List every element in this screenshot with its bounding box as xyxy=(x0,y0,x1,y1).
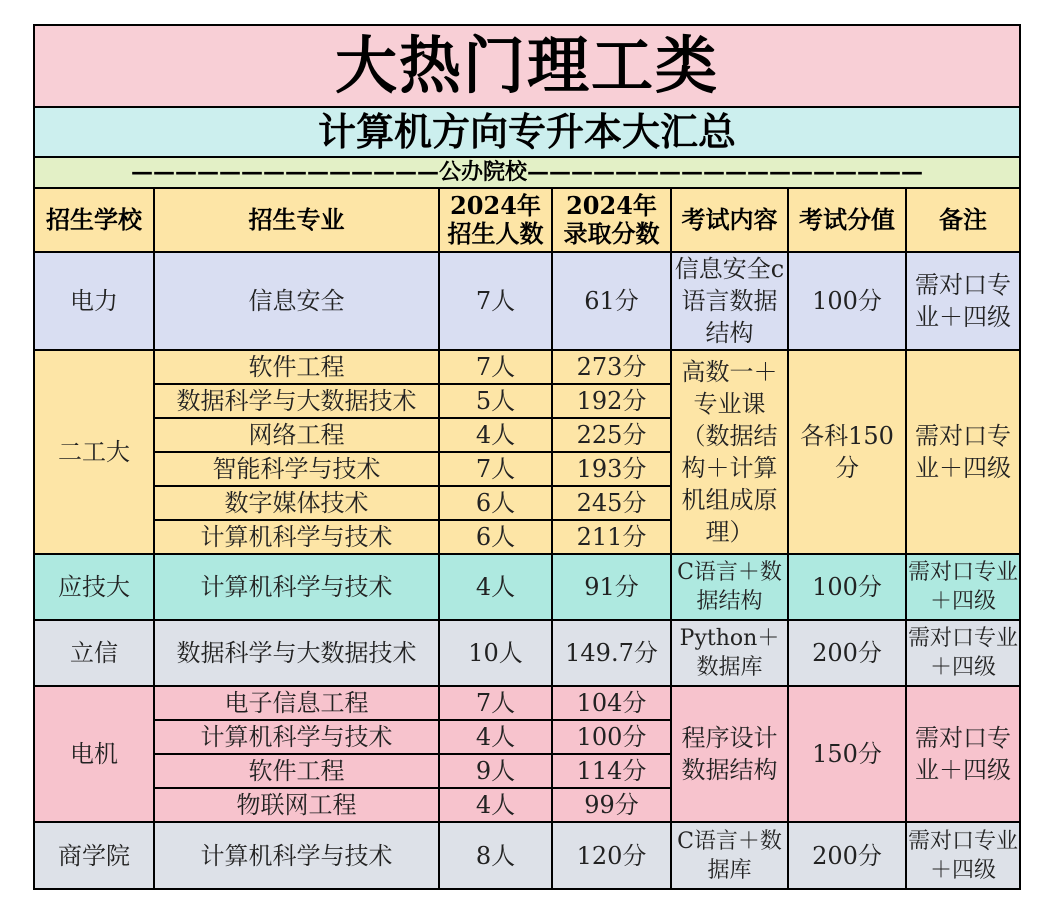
table-row xyxy=(35,350,1019,384)
score-cell: 245分 xyxy=(552,486,671,520)
points-cell: 100分 xyxy=(788,554,906,620)
quota-cell: 8人 xyxy=(439,822,552,888)
score-cell: 193分 xyxy=(552,452,671,486)
score-cell: 149.7分 xyxy=(552,620,671,686)
note-cell: 需对口专业＋四级 xyxy=(906,554,1019,620)
page-title: 大热门理工类 xyxy=(35,26,1019,108)
major-cell: 计算机科学与技术 xyxy=(154,554,439,620)
score-cell: 99分 xyxy=(552,788,671,822)
exam-cell: C语言＋数据结构 xyxy=(671,554,788,620)
note-cell: 需对口专业＋四级 xyxy=(906,620,1019,686)
header-quota-line2: 招生人数 xyxy=(447,219,544,248)
header-score xyxy=(552,189,671,252)
exam-cell: 信息安全c语言数据结构 xyxy=(671,252,788,350)
score-cell: 104分 xyxy=(552,686,671,720)
quota-cell: 6人 xyxy=(439,520,552,554)
table-row xyxy=(35,822,1019,888)
header-quota xyxy=(439,189,552,252)
score-cell: 61分 xyxy=(552,252,671,350)
school-cell: 商学院 xyxy=(35,822,154,888)
school-cell: 应技大 xyxy=(35,554,154,620)
page-subtitle: 计算机方向专升本大汇总 xyxy=(35,108,1019,158)
major-cell: 计算机科学与技术 xyxy=(154,520,439,554)
note-cell: 需对口专业＋四级 xyxy=(906,822,1019,888)
exam-cell: 程序设计数据结构 xyxy=(671,686,788,822)
score-cell: 91分 xyxy=(552,554,671,620)
header-score-line2: 录取分数 xyxy=(563,219,660,248)
note-cell: 需对口专业＋四级 xyxy=(906,686,1019,822)
score-cell: 120分 xyxy=(552,822,671,888)
header-score-line1: 2024年 xyxy=(566,191,657,220)
header-points: 考试分值 xyxy=(788,189,906,252)
quota-cell: 7人 xyxy=(439,452,552,486)
points-cell: 150分 xyxy=(788,686,906,822)
major-cell: 数据科学与大数据技术 xyxy=(154,384,439,418)
admission-summary-sheet xyxy=(33,24,1021,890)
major-cell: 数字媒体技术 xyxy=(154,486,439,520)
quota-cell: 4人 xyxy=(439,720,552,754)
exam-cell: 高数一＋专业课（数据结构＋计算机组成原理） xyxy=(671,350,788,554)
table-row xyxy=(35,554,1019,620)
score-cell: 273分 xyxy=(552,350,671,384)
note-cell: 需对口专业＋四级 xyxy=(906,350,1019,554)
quota-cell: 4人 xyxy=(439,418,552,452)
score-cell: 114分 xyxy=(552,754,671,788)
quota-cell: 7人 xyxy=(439,350,552,384)
quota-cell: 5人 xyxy=(439,384,552,418)
major-cell: 软件工程 xyxy=(154,754,439,788)
admission-table xyxy=(35,189,1019,888)
major-cell: 计算机科学与技术 xyxy=(154,822,439,888)
header-school: 招生学校 xyxy=(35,189,154,252)
school-cell: 电力 xyxy=(35,252,154,350)
major-cell: 信息安全 xyxy=(154,252,439,350)
quota-cell: 7人 xyxy=(439,686,552,720)
table-row xyxy=(35,252,1019,350)
note-cell: 需对口专业＋四级 xyxy=(906,252,1019,350)
major-cell: 物联网工程 xyxy=(154,788,439,822)
table-row xyxy=(35,686,1019,720)
points-cell: 各科150分 xyxy=(788,350,906,554)
score-cell: 100分 xyxy=(552,720,671,754)
major-cell: 电子信息工程 xyxy=(154,686,439,720)
major-cell: 软件工程 xyxy=(154,350,439,384)
major-cell: 网络工程 xyxy=(154,418,439,452)
header-exam: 考试内容 xyxy=(671,189,788,252)
quota-cell: 10人 xyxy=(439,620,552,686)
table-row xyxy=(35,620,1019,686)
school-cell: 立信 xyxy=(35,620,154,686)
score-cell: 192分 xyxy=(552,384,671,418)
quota-cell: 6人 xyxy=(439,486,552,520)
score-cell: 225分 xyxy=(552,418,671,452)
quota-cell: 9人 xyxy=(439,754,552,788)
major-cell: 数据科学与大数据技术 xyxy=(154,620,439,686)
school-cell: 二工大 xyxy=(35,350,154,554)
exam-cell: Python＋数据库 xyxy=(671,620,788,686)
exam-cell: C语言＋数据库 xyxy=(671,822,788,888)
header-quota-line1: 2024年 xyxy=(450,191,541,220)
points-cell: 100分 xyxy=(788,252,906,350)
header-major: 招生专业 xyxy=(154,189,439,252)
quota-cell: 4人 xyxy=(439,554,552,620)
quota-cell: 4人 xyxy=(439,788,552,822)
quota-cell: 7人 xyxy=(439,252,552,350)
section-label: ——————————————公办院校—————————————————— xyxy=(35,158,1019,189)
header-row xyxy=(35,189,1019,252)
points-cell: 200分 xyxy=(788,822,906,888)
school-cell: 电机 xyxy=(35,686,154,822)
score-cell: 211分 xyxy=(552,520,671,554)
major-cell: 计算机科学与技术 xyxy=(154,720,439,754)
major-cell: 智能科学与技术 xyxy=(154,452,439,486)
points-cell: 200分 xyxy=(788,620,906,686)
header-note: 备注 xyxy=(906,189,1019,252)
